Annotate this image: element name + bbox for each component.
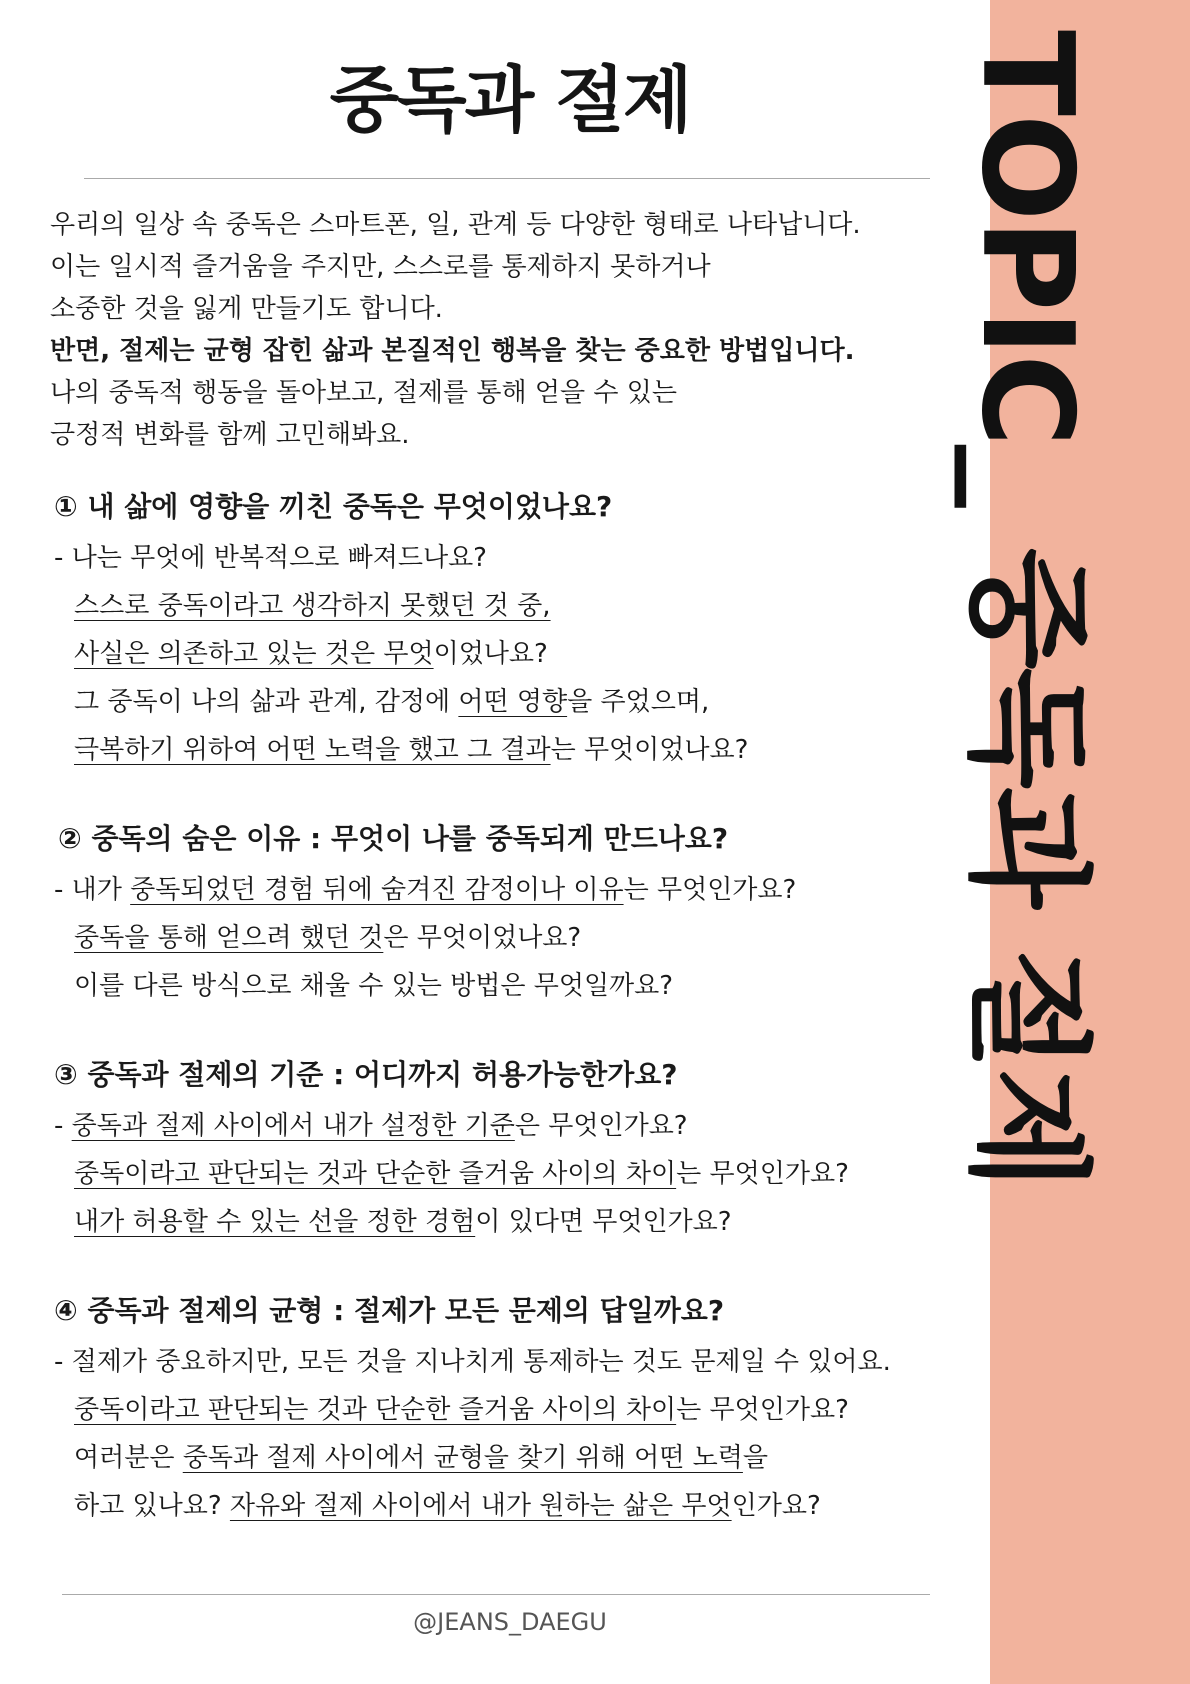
plain-text: 는 무엇이었나요? xyxy=(550,735,749,765)
footer-divider xyxy=(62,1594,930,1595)
question-line xyxy=(54,1198,849,1246)
question-section-2 xyxy=(54,816,797,1010)
question-line xyxy=(54,866,796,914)
question-line: - 나는 무엇에 반복적으로 빠져드나요? xyxy=(54,543,487,573)
question-line xyxy=(54,678,748,726)
intro-line xyxy=(50,330,861,372)
plain-text: 을 주었으며, xyxy=(567,687,710,717)
question-section-4 xyxy=(54,1288,891,1530)
intro-line: 나의 중독적 행동을 돌아보고, 절제를 통해 얻을 수 있는 xyxy=(50,378,677,408)
footer-handle: @JEANS_DAEGU xyxy=(413,1608,607,1636)
page-title: 중독과 절제 xyxy=(329,58,691,142)
question-line xyxy=(54,1102,849,1150)
question-line: 이를 다른 방식으로 채울 수 있는 방법은 무엇일까요? xyxy=(74,971,674,1001)
plain-text: 인가요? xyxy=(731,1491,821,1521)
plain-text: 을 xyxy=(742,1443,769,1473)
plain-text: 은 무엇이었나요? xyxy=(383,923,582,953)
question-line xyxy=(54,1150,849,1198)
underlined-text: 중독과 절제 사이에서 내가 설정한 기준 xyxy=(71,1111,515,1141)
underlined-text: 중독이라고 판단되는 것과 단순한 즐거움 사이의 차이 xyxy=(74,1159,677,1189)
question-line xyxy=(54,1434,891,1482)
title-divider xyxy=(84,178,930,179)
underlined-text: 어떤 영향 xyxy=(458,687,568,717)
question-line xyxy=(54,1482,891,1530)
intro-text xyxy=(50,204,861,456)
question-line xyxy=(54,726,748,774)
plain-text: 여러분은 xyxy=(74,1443,183,1473)
question-section-3 xyxy=(54,1052,849,1246)
plain-text: 하고 있나요? xyxy=(74,1491,230,1521)
plain-text: 는 무엇인가요? xyxy=(676,1395,849,1425)
underlined-text: 내가 허용할 수 있는 선을 정한 경험 xyxy=(74,1207,476,1237)
question-line xyxy=(54,1386,891,1434)
plain-text: 는 무엇인가요? xyxy=(676,1159,849,1189)
underlined-text: 중독과 절제 사이에서 균형을 찾기 위해 어떤 노력 xyxy=(182,1443,743,1473)
underlined-text: 중독이라고 판단되는 것과 단순한 즐거움 사이의 차이 xyxy=(74,1395,677,1425)
section-heading: ③ 중독과 절제의 기준 : 어디까지 허용가능한가요? xyxy=(54,1058,678,1091)
plain-text: - xyxy=(54,1111,72,1141)
plain-text: - 내가 xyxy=(54,875,131,905)
underlined-text: 자유와 절제 사이에서 내가 원하는 삶은 무엇 xyxy=(229,1491,732,1521)
intro-line: 이는 일시적 즐거움을 주지만, 스스로를 통제하지 못하거나 xyxy=(50,252,711,282)
underlined-text: 스스로 중독이라고 생각하지 못했던 것 중, xyxy=(74,591,551,621)
plain-text: 이 있다면 무엇인가요? xyxy=(475,1207,732,1237)
intro-line: 우리의 일상 속 중독은 스마트폰, 일, 관계 등 다양한 형태로 나타납니다. xyxy=(50,210,861,240)
section-heading: ④ 중독과 절제의 균형 : 절제가 모든 문제의 답일까요? xyxy=(54,1294,725,1327)
plain-text: 이었나요? xyxy=(433,639,548,669)
section-heading: ② 중독의 숨은 이유 : 무엇이 나를 중독되게 만드나요? xyxy=(58,822,729,855)
plain-text: 는 무엇인가요? xyxy=(623,875,797,905)
plain-text: 은 무엇인가요? xyxy=(514,1111,688,1141)
underlined-text: 중독되었던 경험 뒤에 숨겨진 감정이나 이유 xyxy=(130,875,624,905)
section-heading: ① 내 삶에 영향을 끼친 중독은 무엇이었나요? xyxy=(54,490,613,523)
intro-lead: 반면, xyxy=(50,336,120,366)
underlined-text: 중독을 통해 얻으려 했던 것 xyxy=(74,923,384,953)
intro-line: 긍정적 변화를 함께 고민해봐요. xyxy=(50,420,410,450)
question-section-1 xyxy=(54,484,748,774)
intro-emphasis: 절제는 균형 잡힌 삶과 본질적인 행복을 찾는 중요한 방법입니다. xyxy=(119,336,855,366)
question-line: - 절제가 중요하지만, 모든 것을 지나치게 통제하는 것도 문제일 수 있어요. xyxy=(54,1347,891,1377)
question-line xyxy=(54,582,748,630)
topic-sidebar-label: TOPIC_ 중독과 절제 xyxy=(954,30,1101,1189)
intro-line: 소중한 것을 잃게 만들기도 합니다. xyxy=(50,294,443,324)
underlined-text: 극복하기 위하여 어떤 노력을 했고 그 결과 xyxy=(74,735,551,765)
plain-text: 그 중독이 나의 삶과 관계, 감정에 xyxy=(74,687,459,717)
underlined-text: 사실은 의존하고 있는 것은 무엇 xyxy=(74,639,434,669)
question-line xyxy=(54,630,748,678)
question-line xyxy=(58,914,796,962)
